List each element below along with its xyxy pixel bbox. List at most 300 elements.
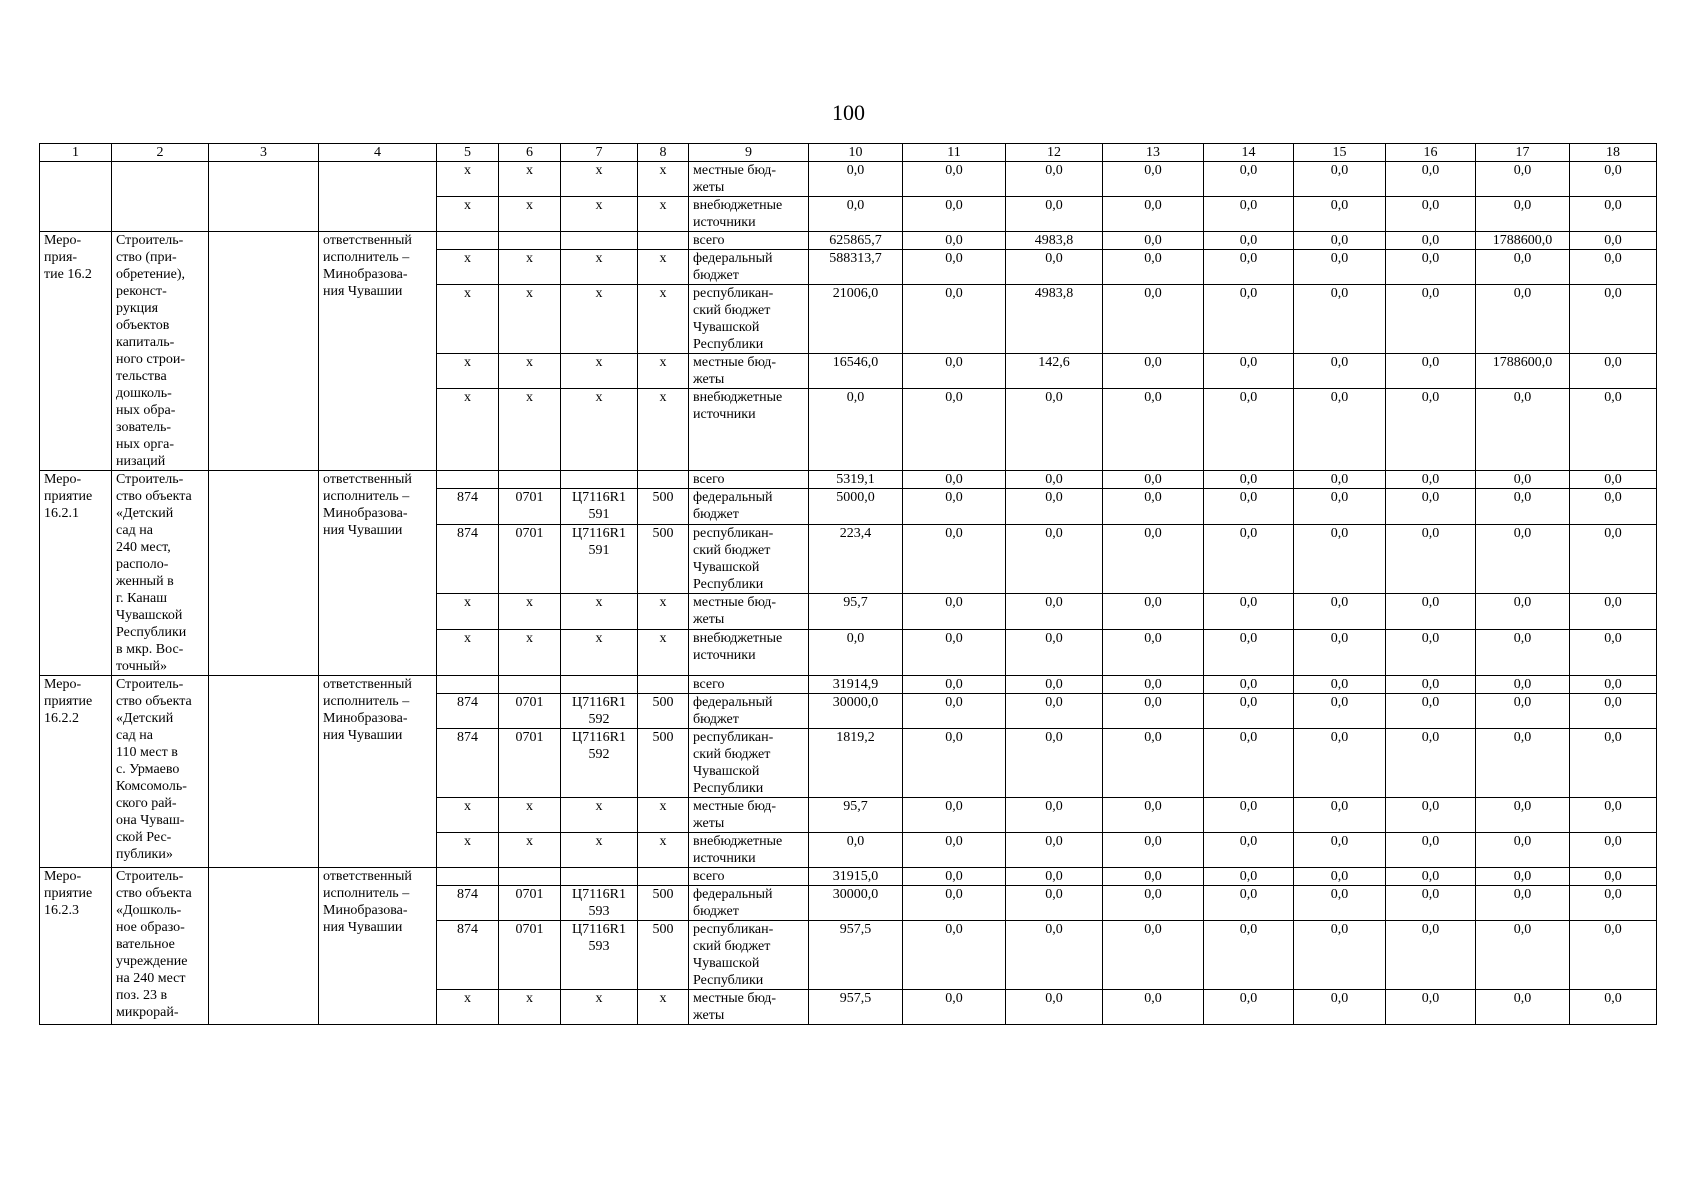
amount-cell: 0,0 [1570, 833, 1657, 868]
responsible-executor-cell: ответственный исполнитель – Минобразова- ния Чувашии [319, 232, 437, 471]
amount-cell: 0,0 [903, 489, 1006, 524]
amount-cell: 31914,9 [809, 676, 903, 694]
amount-cell: 0,0 [1570, 489, 1657, 524]
amount-cell: 0,0 [1476, 729, 1570, 798]
amount-cell: 0,0 [1006, 798, 1103, 833]
expense-type-cell: 500 [638, 489, 689, 524]
target-article-cell: Ц7116R1 593 [561, 921, 638, 990]
gr-code-cell: 874 [437, 524, 499, 594]
amount-cell: 0,0 [903, 389, 1006, 471]
event-number-cell [40, 162, 112, 232]
event-number-cell: Меро- приятие 16.2.3 [40, 868, 112, 1025]
amount-cell: 0,0 [1006, 489, 1103, 524]
target-article-cell: Ц7116R1 591 [561, 489, 638, 524]
amount-cell: 0,0 [1476, 524, 1570, 594]
section-code-cell: x [499, 197, 561, 232]
amount-cell: 0,0 [1204, 833, 1294, 868]
gr-code-cell: x [437, 833, 499, 868]
gr-code-cell: x [437, 594, 499, 629]
section-code-cell [499, 676, 561, 694]
amount-cell: 31915,0 [809, 868, 903, 886]
responsible-executor-cell [319, 162, 437, 232]
section-code-cell: 0701 [499, 694, 561, 729]
amount-cell: 0,0 [1294, 921, 1386, 990]
amount-cell: 0,0 [1103, 990, 1204, 1025]
target-article-cell: Ц7116R1 591 [561, 524, 638, 594]
target-article-cell [561, 232, 638, 250]
amount-cell: 0,0 [1386, 285, 1476, 354]
amount-cell: 0,0 [1204, 250, 1294, 285]
table-row [40, 232, 1657, 250]
amount-cell: 0,0 [903, 729, 1006, 798]
column-header: 1 [40, 144, 112, 162]
funding-source-cell: местные бюд- жеты [689, 990, 809, 1025]
amount-cell: 0,0 [1204, 197, 1294, 232]
amount-cell: 0,0 [1204, 990, 1294, 1025]
column-header: 6 [499, 144, 561, 162]
gr-code-cell: x [437, 250, 499, 285]
amount-cell: 0,0 [903, 197, 1006, 232]
target-article-cell: Ц7116R1 592 [561, 729, 638, 798]
amount-cell: 4983,8 [1006, 285, 1103, 354]
section-code-cell: x [499, 833, 561, 868]
amount-cell: 0,0 [1006, 524, 1103, 594]
amount-cell: 0,0 [1476, 285, 1570, 354]
amount-cell: 0,0 [1204, 921, 1294, 990]
amount-cell: 0,0 [1476, 833, 1570, 868]
funding-source-cell: всего [689, 232, 809, 250]
amount-cell: 0,0 [1204, 285, 1294, 354]
amount-cell: 0,0 [1103, 197, 1204, 232]
amount-cell: 957,5 [809, 990, 903, 1025]
gr-code-cell [437, 868, 499, 886]
amount-cell: 1788600,0 [1476, 354, 1570, 389]
funding-source-cell: местные бюд- жеты [689, 354, 809, 389]
amount-cell: 0,0 [903, 594, 1006, 629]
amount-cell: 0,0 [1476, 389, 1570, 471]
column-header: 8 [638, 144, 689, 162]
amount-cell: 0,0 [1006, 921, 1103, 990]
section-code-cell: 0701 [499, 489, 561, 524]
column-3-cell [209, 868, 319, 1025]
amount-cell: 0,0 [1103, 676, 1204, 694]
amount-cell: 0,0 [1476, 489, 1570, 524]
amount-cell: 0,0 [1570, 729, 1657, 798]
expense-type-cell: 500 [638, 921, 689, 990]
amount-cell: 0,0 [903, 629, 1006, 675]
responsible-executor-cell: ответственный исполнитель – Минобразова- ния Чувашии [319, 676, 437, 868]
expense-type-cell: x [638, 162, 689, 197]
expense-type-cell: 500 [638, 694, 689, 729]
amount-cell: 0,0 [1006, 729, 1103, 798]
amount-cell: 0,0 [1386, 676, 1476, 694]
amount-cell: 0,0 [1570, 629, 1657, 675]
amount-cell: 0,0 [1570, 524, 1657, 594]
gr-code-cell: x [437, 354, 499, 389]
funding-source-cell: федеральный бюджет [689, 489, 809, 524]
amount-cell: 0,0 [903, 886, 1006, 921]
amount-cell: 0,0 [1386, 471, 1476, 489]
amount-cell: 0,0 [1386, 594, 1476, 629]
target-article-cell: x [561, 197, 638, 232]
amount-cell: 0,0 [1006, 833, 1103, 868]
amount-cell: 0,0 [1294, 676, 1386, 694]
column-header: 7 [561, 144, 638, 162]
amount-cell: 0,0 [1476, 798, 1570, 833]
column-header: 14 [1204, 144, 1294, 162]
amount-cell: 0,0 [1476, 676, 1570, 694]
amount-cell: 0,0 [1103, 629, 1204, 675]
target-article-cell [561, 868, 638, 886]
amount-cell: 0,0 [1386, 798, 1476, 833]
amount-cell: 0,0 [1386, 629, 1476, 675]
amount-cell: 142,6 [1006, 354, 1103, 389]
amount-cell: 0,0 [1294, 389, 1386, 471]
event-number-cell: Меро- приятие 16.2.1 [40, 471, 112, 676]
funding-source-cell: местные бюд- жеты [689, 594, 809, 629]
amount-cell: 0,0 [1476, 471, 1570, 489]
amount-cell: 0,0 [809, 162, 903, 197]
amount-cell: 588313,7 [809, 250, 903, 285]
expense-type-cell: x [638, 990, 689, 1025]
gr-code-cell: x [437, 285, 499, 354]
target-article-cell [561, 471, 638, 489]
gr-code-cell: x [437, 197, 499, 232]
funding-source-cell: республикан- ский бюджет Чувашской Республики [689, 285, 809, 354]
amount-cell: 0,0 [1570, 285, 1657, 354]
amount-cell: 0,0 [1570, 694, 1657, 729]
amount-cell: 0,0 [1386, 232, 1476, 250]
amount-cell: 0,0 [1204, 886, 1294, 921]
column-3-cell [209, 162, 319, 232]
target-article-cell: x [561, 162, 638, 197]
expense-type-cell [638, 676, 689, 694]
amount-cell: 0,0 [1294, 868, 1386, 886]
amount-cell: 0,0 [1294, 250, 1386, 285]
amount-cell: 0,0 [1476, 886, 1570, 921]
amount-cell: 0,0 [1103, 285, 1204, 354]
column-header: 13 [1103, 144, 1204, 162]
amount-cell: 0,0 [1294, 594, 1386, 629]
gr-code-cell: 874 [437, 729, 499, 798]
gr-code-cell [437, 676, 499, 694]
funding-source-cell: республикан- ский бюджет Чувашской Республики [689, 921, 809, 990]
amount-cell: 0,0 [1103, 354, 1204, 389]
gr-code-cell: 874 [437, 489, 499, 524]
gr-code-cell [437, 471, 499, 489]
amount-cell: 0,0 [1204, 594, 1294, 629]
expense-type-cell: x [638, 629, 689, 675]
expense-type-cell: x [638, 197, 689, 232]
amount-cell: 0,0 [1386, 921, 1476, 990]
responsible-executor-cell: ответственный исполнитель – Минобразова- ния Чувашии [319, 868, 437, 1025]
section-code-cell: 0701 [499, 524, 561, 594]
column-header: 5 [437, 144, 499, 162]
amount-cell: 0,0 [1570, 798, 1657, 833]
target-article-cell [561, 676, 638, 694]
amount-cell: 0,0 [1386, 886, 1476, 921]
amount-cell: 0,0 [1103, 489, 1204, 524]
expense-type-cell: 500 [638, 886, 689, 921]
amount-cell: 0,0 [1386, 162, 1476, 197]
amount-cell: 0,0 [903, 676, 1006, 694]
amount-cell: 0,0 [1204, 232, 1294, 250]
amount-cell: 0,0 [1103, 232, 1204, 250]
amount-cell: 0,0 [1204, 868, 1294, 886]
expense-type-cell: x [638, 250, 689, 285]
target-article-cell: x [561, 990, 638, 1025]
amount-cell: 5000,0 [809, 489, 903, 524]
amount-cell: 0,0 [903, 285, 1006, 354]
section-code-cell: x [499, 629, 561, 675]
event-description-cell: Строитель- ство объекта «Детский сад на 110 мест в с. Урмаево Комсомоль- ского рай- она Чуваш- ской Рес- публики» [112, 676, 209, 868]
amount-cell: 0,0 [1294, 798, 1386, 833]
amount-cell: 95,7 [809, 594, 903, 629]
column-3-cell [209, 471, 319, 676]
funding-source-cell: федеральный бюджет [689, 250, 809, 285]
amount-cell: 0,0 [1006, 389, 1103, 471]
amount-cell: 16546,0 [809, 354, 903, 389]
amount-cell: 0,0 [1103, 162, 1204, 197]
expense-type-cell: x [638, 798, 689, 833]
amount-cell: 21006,0 [809, 285, 903, 354]
amount-cell: 0,0 [1204, 489, 1294, 524]
header-row [40, 144, 1657, 162]
amount-cell: 0,0 [1294, 285, 1386, 354]
section-code-cell: x [499, 285, 561, 354]
funding-source-cell: внебюджетные источники [689, 197, 809, 232]
responsible-executor-cell: ответственный исполнитель – Минобразова- ния Чувашии [319, 471, 437, 676]
amount-cell: 0,0 [1204, 471, 1294, 489]
table-row [40, 162, 1657, 197]
funding-source-cell: федеральный бюджет [689, 694, 809, 729]
section-code-cell: 0701 [499, 729, 561, 798]
gr-code-cell: 874 [437, 694, 499, 729]
column-header: 10 [809, 144, 903, 162]
amount-cell: 0,0 [809, 833, 903, 868]
amount-cell: 0,0 [1006, 250, 1103, 285]
amount-cell: 30000,0 [809, 886, 903, 921]
column-header: 2 [112, 144, 209, 162]
amount-cell: 0,0 [1570, 676, 1657, 694]
amount-cell: 0,0 [1476, 197, 1570, 232]
amount-cell: 0,0 [1103, 798, 1204, 833]
target-article-cell: Ц7116R1 593 [561, 886, 638, 921]
amount-cell: 0,0 [1294, 833, 1386, 868]
amount-cell: 0,0 [1386, 868, 1476, 886]
amount-cell: 95,7 [809, 798, 903, 833]
amount-cell: 1788600,0 [1476, 232, 1570, 250]
amount-cell: 0,0 [903, 162, 1006, 197]
gr-code-cell: x [437, 389, 499, 471]
amount-cell: 0,0 [1386, 197, 1476, 232]
amount-cell: 1819,2 [809, 729, 903, 798]
amount-cell: 0,0 [1103, 389, 1204, 471]
table-row [40, 868, 1657, 886]
amount-cell: 0,0 [903, 694, 1006, 729]
amount-cell: 0,0 [1103, 471, 1204, 489]
amount-cell: 0,0 [1476, 594, 1570, 629]
funding-source-cell: федеральный бюджет [689, 886, 809, 921]
column-header: 16 [1386, 144, 1476, 162]
amount-cell: 0,0 [1294, 162, 1386, 197]
amount-cell: 957,5 [809, 921, 903, 990]
gr-code-cell [437, 232, 499, 250]
column-header: 12 [1006, 144, 1103, 162]
section-code-cell [499, 232, 561, 250]
amount-cell: 0,0 [1006, 676, 1103, 694]
amount-cell: 0,0 [1386, 389, 1476, 471]
funding-source-cell: местные бюд- жеты [689, 162, 809, 197]
amount-cell: 0,0 [809, 629, 903, 675]
funding-source-cell: внебюджетные источники [689, 629, 809, 675]
amount-cell: 0,0 [1386, 990, 1476, 1025]
amount-cell: 0,0 [1294, 694, 1386, 729]
amount-cell: 0,0 [1204, 389, 1294, 471]
funding-source-cell: внебюджетные источники [689, 389, 809, 471]
amount-cell: 0,0 [903, 524, 1006, 594]
amount-cell: 0,0 [903, 250, 1006, 285]
section-code-cell: x [499, 798, 561, 833]
amount-cell: 0,0 [1386, 524, 1476, 594]
amount-cell: 0,0 [1294, 232, 1386, 250]
amount-cell: 0,0 [903, 798, 1006, 833]
funding-source-cell: республикан- ский бюджет Чувашской Республики [689, 524, 809, 594]
section-code-cell: 0701 [499, 886, 561, 921]
gr-code-cell: x [437, 990, 499, 1025]
amount-cell: 0,0 [903, 354, 1006, 389]
amount-cell: 0,0 [1006, 471, 1103, 489]
amount-cell: 0,0 [1570, 162, 1657, 197]
section-code-cell: x [499, 594, 561, 629]
amount-cell: 5319,1 [809, 471, 903, 489]
section-code-cell: 0701 [499, 921, 561, 990]
amount-cell: 0,0 [903, 833, 1006, 868]
funding-source-cell: местные бюд- жеты [689, 798, 809, 833]
expense-type-cell [638, 232, 689, 250]
column-3-cell [209, 676, 319, 868]
amount-cell: 0,0 [1204, 729, 1294, 798]
amount-cell: 0,0 [1476, 990, 1570, 1025]
amount-cell: 0,0 [1103, 833, 1204, 868]
amount-cell: 0,0 [1294, 354, 1386, 389]
target-article-cell: x [561, 629, 638, 675]
amount-cell: 0,0 [1006, 990, 1103, 1025]
target-article-cell: Ц7116R1 592 [561, 694, 638, 729]
amount-cell: 0,0 [1570, 471, 1657, 489]
amount-cell: 0,0 [809, 389, 903, 471]
expense-type-cell: 500 [638, 524, 689, 594]
page-number: 100 [832, 100, 865, 125]
amount-cell: 0,0 [1386, 833, 1476, 868]
amount-cell: 0,0 [1294, 471, 1386, 489]
column-header: 4 [319, 144, 437, 162]
amount-cell: 0,0 [1570, 354, 1657, 389]
column-header: 18 [1570, 144, 1657, 162]
amount-cell: 0,0 [1294, 197, 1386, 232]
amount-cell: 0,0 [1006, 868, 1103, 886]
amount-cell: 0,0 [1476, 629, 1570, 675]
amount-cell: 0,0 [903, 471, 1006, 489]
funding-source-cell: всего [689, 868, 809, 886]
amount-cell: 0,0 [1476, 921, 1570, 990]
funding-source-cell: всего [689, 676, 809, 694]
amount-cell: 0,0 [1294, 990, 1386, 1025]
funding-source-cell: республикан- ский бюджет Чувашской Республики [689, 729, 809, 798]
target-article-cell: x [561, 798, 638, 833]
event-description-cell: Строитель- ство (при- обретение), реконст- рукция объектов капиталь- ного строи- тельства дошколь- ных обра- зователь- ных орга- низаций [112, 232, 209, 471]
amount-cell: 0,0 [1386, 250, 1476, 285]
amount-cell: 0,0 [1294, 489, 1386, 524]
amount-cell: 0,0 [809, 197, 903, 232]
budget-table [39, 143, 1657, 1025]
section-code-cell: x [499, 162, 561, 197]
expense-type-cell: 500 [638, 729, 689, 798]
target-article-cell: x [561, 833, 638, 868]
amount-cell: 0,0 [1570, 594, 1657, 629]
event-description-cell: Строитель- ство объекта «Дошколь- ное образо- вательное учреждение на 240 мест поз. 23 в микрорай- [112, 868, 209, 1025]
target-article-cell: x [561, 594, 638, 629]
target-article-cell: x [561, 250, 638, 285]
amount-cell: 0,0 [1204, 694, 1294, 729]
amount-cell: 0,0 [1103, 868, 1204, 886]
amount-cell: 0,0 [1204, 354, 1294, 389]
amount-cell: 0,0 [1570, 868, 1657, 886]
amount-cell: 0,0 [1476, 694, 1570, 729]
amount-cell: 0,0 [1103, 250, 1204, 285]
amount-cell: 0,0 [1570, 232, 1657, 250]
gr-code-cell: x [437, 162, 499, 197]
amount-cell: 4983,8 [1006, 232, 1103, 250]
amount-cell: 0,0 [1103, 594, 1204, 629]
column-header: 3 [209, 144, 319, 162]
expense-type-cell: x [638, 354, 689, 389]
amount-cell: 0,0 [903, 990, 1006, 1025]
expense-type-cell: x [638, 594, 689, 629]
expense-type-cell [638, 868, 689, 886]
event-description-cell [112, 162, 209, 232]
amount-cell: 0,0 [1006, 694, 1103, 729]
amount-cell: 0,0 [1386, 489, 1476, 524]
amount-cell: 0,0 [1103, 694, 1204, 729]
amount-cell: 0,0 [1006, 197, 1103, 232]
amount-cell: 625865,7 [809, 232, 903, 250]
amount-cell: 0,0 [1570, 990, 1657, 1025]
funding-source-cell: всего [689, 471, 809, 489]
amount-cell: 223,4 [809, 524, 903, 594]
amount-cell: 0,0 [1294, 886, 1386, 921]
gr-code-cell: 874 [437, 921, 499, 990]
amount-cell: 0,0 [1006, 886, 1103, 921]
column-header: 17 [1476, 144, 1570, 162]
amount-cell: 0,0 [1570, 921, 1657, 990]
amount-cell: 0,0 [1476, 250, 1570, 285]
amount-cell: 0,0 [903, 921, 1006, 990]
expense-type-cell: x [638, 833, 689, 868]
amount-cell: 0,0 [1476, 868, 1570, 886]
amount-cell: 0,0 [1103, 524, 1204, 594]
target-article-cell: x [561, 354, 638, 389]
event-number-cell: Меро- прия- тие 16.2 [40, 232, 112, 471]
amount-cell: 0,0 [1570, 886, 1657, 921]
target-article-cell: x [561, 285, 638, 354]
section-code-cell [499, 868, 561, 886]
section-code-cell: x [499, 389, 561, 471]
section-code-cell: x [499, 250, 561, 285]
column-3-cell [209, 232, 319, 471]
amount-cell: 0,0 [903, 868, 1006, 886]
amount-cell: 0,0 [1294, 729, 1386, 798]
